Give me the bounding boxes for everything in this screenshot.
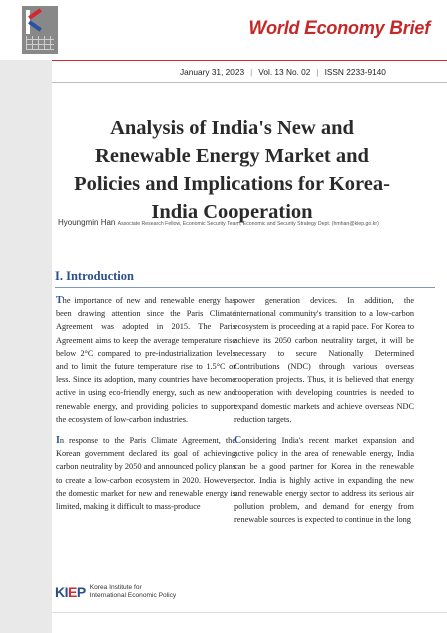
issue-date: January 31, 2023 [180,67,245,77]
article-title: Analysis of India's New and Renewable Energy Market and Policies and Implications for Korea-India Cooperation [74,117,390,223]
meta-divider [52,82,447,83]
author-name: Hyoungmin Han [58,218,116,227]
footer-logo [55,584,176,600]
kiep-logo-icon: KIEP [55,584,86,600]
paragraph: power generation devices. In addition, the international community's transition to a low-carbon ecosystem is proceeding at a rapid pace. For Korea to achieve its 2050 carbon neutrality target, it will be necessary to secure Nationally Determined Contributions (NDC) through various overseas cooperation projects. Thus, it is believed that energy cooperation with developing countries is needed to expand domestic markets and achieve overseas NDC reduction targets. [234,296,414,424]
body-column-right [234,294,414,534]
issue-issn: ISSN 2233-9140 [324,67,386,77]
header-divider [52,60,447,61]
section-rule [55,287,435,288]
paragraph: The importance of new and renewable energy has been drawing attention since the Paris Climate Agreement was adopted in 2015. The Paris Agreement aims to keep the average temperature rise below 2°C compared to pre-industrialization levels and to limit the future temperature rise to 1.5°C or less. Since its adoption, many countries have become active in using eco-friendly energy, such as new and renewable energy, and providing policies to support the ecosystem of low-carbon industries. [56,295,236,424]
author-line [58,218,438,227]
left-sidebar-band [0,0,52,633]
paragraph: In response to the Paris Climate Agreement, the Korean government declared its goal of achieving carbon neutrality by 2050 and announced policy plans to create a low-carbon ecosystem in 2020. However, the domestic market for new and renewable energy is limited, making it difficult to mass-produce [56,435,236,512]
paragraph: Considering India's recent market expansion and active policy in the area of renewable energy, India can be a good partner for Korea in the renewable sector. India is highly active in expanding the new and renewable energy sector to address its serious air pollution problem, and demand for energy from renewable sources is expected to continue in the long [234,435,414,525]
author-affiliation: Associate Research Fellow, Economic Security Team, Economic and Security Strategy Dept. (hmhan@kiep.go.kr) [117,221,379,227]
issue-volume: Vol. 13 No. 02 [258,67,311,77]
body-column-left [56,294,236,521]
publication-title: World Economy Brief [248,18,430,39]
kiep-emblem-icon [22,6,58,54]
section-heading: I. Introduction [55,269,134,283]
issue-meta: January 31, 2023 | Vol. 13 No. 02 | ISSN 2233-9140 [180,67,386,77]
institute-name: Korea Institute for International Economic Policy [89,584,177,599]
footer-divider [52,612,447,613]
